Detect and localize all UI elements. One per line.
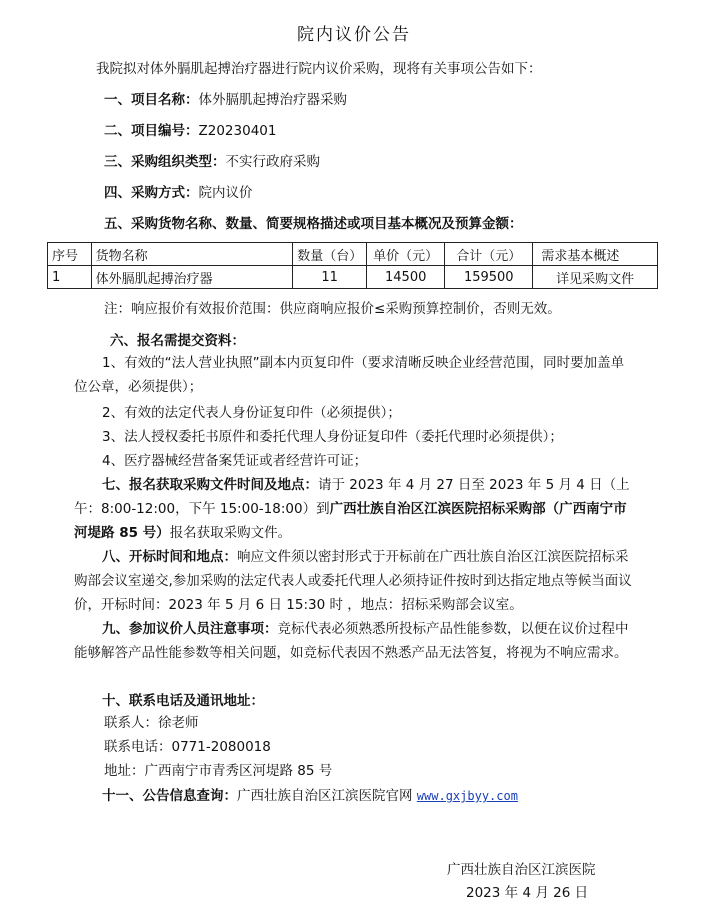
- section11-text: 广西壮族自治区江滨医院官网: [237, 788, 413, 804]
- intro-text: 我院拟对体外膈肌起搏治疗器进行院内议价采购，现将有关事项公告如下：: [96, 61, 542, 77]
- item-project-number: [104, 121, 276, 141]
- table-header-cell: 数量（台）: [293, 243, 367, 266]
- table-header-cell: 合计（元）: [445, 243, 533, 266]
- item-project-name: [104, 90, 347, 110]
- section11-line: [102, 786, 518, 806]
- section8-text: 响应文件须以密封形式于开标前在广西壮族自治区江滨医院招标采购部会议室递交,参加采购的法定代表人或委托代理人必须持证件按时到达指定地点等候当面议价，开标时间：2023 年 5 月 6 日 15:30 时 ，地点：招标采购部会议室。: [74, 549, 632, 613]
- table-cell: 详见采购文件: [533, 266, 658, 289]
- item-value: Z20230401: [198, 123, 277, 139]
- section7-text: 请于 2023 年 4 月 27 日至 2023 年 5 月 4 日（上午：8:00-12:00，下午 15:00-18:00）到: [74, 477, 630, 517]
- table-header-row: [48, 243, 658, 266]
- item-value: 不实行政府采购: [225, 154, 320, 170]
- page-title: 院内议价公告: [297, 25, 411, 45]
- goods-table: [47, 242, 658, 289]
- section10-heading: 十、联系电话及通讯地址：: [102, 693, 264, 709]
- contact-person: 联系人：徐老师: [104, 715, 199, 731]
- section11-heading: 十一、公告信息查询：: [102, 788, 237, 804]
- item-purchase-method: [104, 183, 253, 203]
- section8-heading: 八、开标时间和地点：: [102, 549, 237, 565]
- hospital-website-link[interactable]: www.gxjbyy.com: [416, 789, 518, 803]
- section5-heading: 五、采购货物名称、数量、简要规格描述或项目基本概况及预算金额：: [104, 216, 523, 232]
- item-label: 一、项目名称：: [104, 92, 199, 108]
- contact-address: 地址：广西南宁市青秀区河堤路 85 号: [104, 763, 333, 779]
- item-label: 二、项目编号：: [104, 123, 199, 139]
- signature-org: 广西壮族自治区江滨医院: [447, 862, 596, 878]
- section9-paragraph: [74, 617, 636, 665]
- section6-item-4: 4、医疗器械经营备案凭证或者经营许可证；: [102, 453, 368, 469]
- section6-item-1: 1、有效的“法人营业执照”副本内页复印件（要求清晰反映企业经营范围，同时要加盖单位公章，必须提供）；: [74, 355, 625, 395]
- table-cell: 14500: [367, 266, 445, 289]
- section9-text: 竞标代表必须熟悉所投标产品性能参数，以便在议价过程中能够解答产品性能参数等相关问题，如竞标代表因不熟悉产品无法答复，将视为不响应需求。: [74, 621, 629, 661]
- item-label: 四、采购方式：: [104, 185, 199, 201]
- item-label: 三、采购组织类型：: [104, 154, 226, 170]
- table-cell: 1: [48, 266, 92, 289]
- section7-text-end: 报名获取采购文件。: [169, 525, 292, 541]
- contact-phone: 联系电话：0771-2080018: [104, 739, 271, 755]
- section7-paragraph: [74, 473, 636, 545]
- table-cell: 159500: [445, 266, 533, 289]
- table-header-cell: 货物名称: [91, 243, 293, 266]
- table-row: [48, 266, 658, 289]
- price-note: 注：响应报价有效报价范围：供应商响应报价≤采购预算控制价，否则无效。: [104, 301, 561, 317]
- section7-heading: 七、报名获取采购文件时间及地点：: [102, 477, 318, 493]
- section7-location: 广西壮族自治区江滨医院招标采购部（广西南宁市河堤路 85 号）: [74, 501, 627, 541]
- section8-paragraph: [74, 545, 636, 617]
- table-header-cell: 序号: [48, 243, 92, 266]
- item-value: 体外膈肌起搏治疗器采购: [198, 92, 347, 108]
- section9-heading: 九、参加议价人员注意事项：: [102, 621, 278, 637]
- table-header-cell: 需求基本概述: [533, 243, 658, 266]
- section6-item-2: 2、有效的法定代表人身份证复印件（必须提供）；: [102, 405, 401, 421]
- section6-heading: 六、报名需提交资料：: [110, 333, 245, 349]
- table-cell: 体外膈肌起搏治疗器: [91, 266, 293, 289]
- signature-date: 2023 年 4 月 26 日: [466, 885, 589, 901]
- table-cell: 11: [293, 266, 367, 289]
- section6-item-3: 3、法人授权委托书原件和委托代理人身份证复印件（委托代理时必须提供）；: [102, 429, 563, 445]
- item-value: 院内议价: [198, 185, 253, 201]
- table-header-cell: 单价（元）: [367, 243, 445, 266]
- item-org-type: [104, 152, 320, 172]
